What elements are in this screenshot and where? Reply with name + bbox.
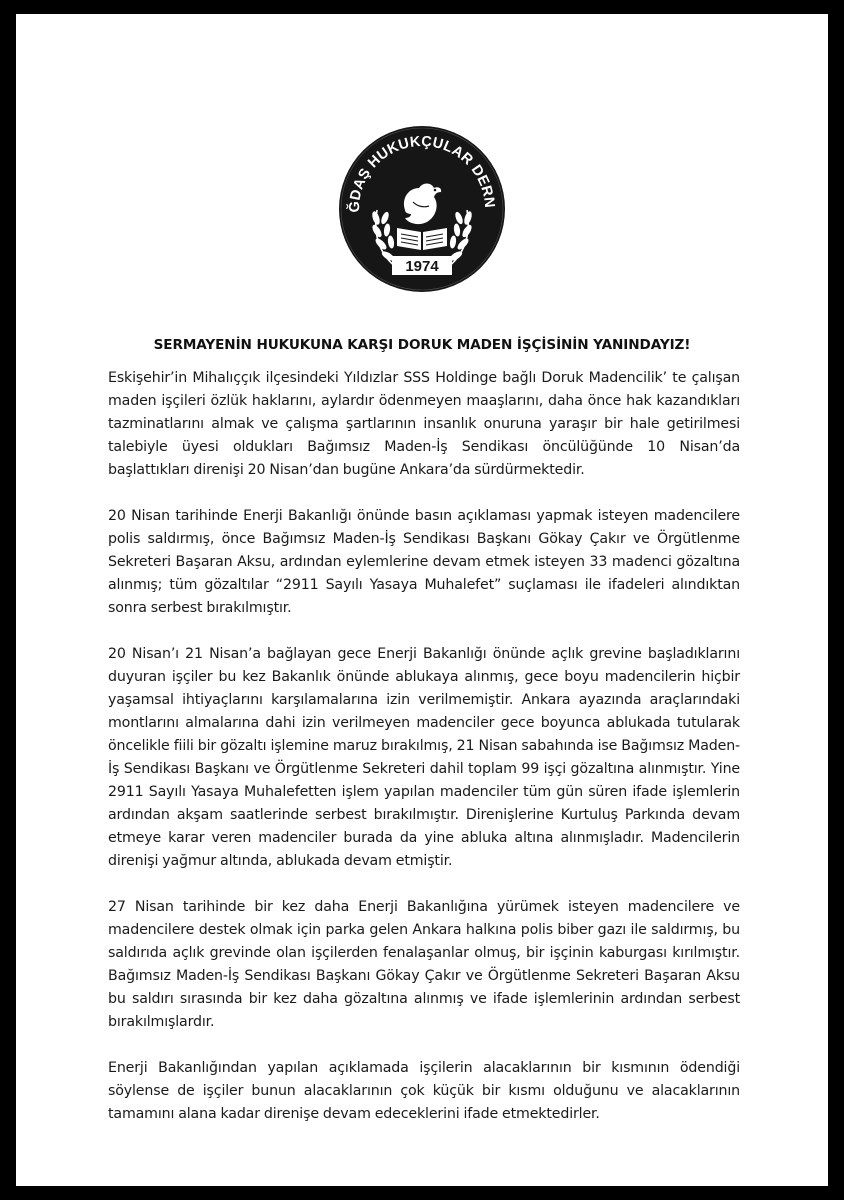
paragraph: 20 Nisan tarihinde Enerji Bakanlığı önünde basın açıklaması yapmak isteyen madencilere polis saldırmış, önce Bağımsız Maden-İş Sendikası Başkanı Gökay Çakır ve Örgütlenme Sekreteri Başaran Aksu, ardından eylemlerine devam etmek isteyen 33 madenci gözaltına alınmış; tüm gözaltılar “2911 Sayılı Yasaya Muhalefet” suçlaması ile ifadeleri alındıktan sonra serbest bırakılmıştır.	[108, 508, 740, 616]
paragraph: 27 Nisan tarihinde bir kez daha Enerji Bakanlığına yürümek isteyen madencilere ve madencilere destek olmak için parka gelen Ankara halkına polis biber gazı ile saldırmış, bu saldırıda açlık grevinde olan işçilerden fenalaşanlar olmuş, bir işçinin kaburgası kırılmıştır. Bağımsız Maden-İş Sendikası Başkanı Gökay Çakır ve Örgütlenme Sekreteri Başaran Aksu bu saldırı sırasında bir kez daha gözaltına alınmış ve ifade işlemlerinin ardından serbest bırakılmışlardır.	[108, 899, 740, 1030]
association-logo	[339, 126, 505, 292]
paragraph: Enerji Bakanlığından yapılan açıklamada işçilerin alacaklarının bir kısmının ödendiği söylense de işçiler bunun alacaklarının çok küçük bir kısmı olduğunu ve alacaklarının tamamını alana kadar direnişe devam edeceklerini ifade etmektedirler.	[108, 1060, 740, 1122]
founding-year: 1974	[405, 258, 439, 275]
document-title: SERMAYENİN HUKUKUNA KARŞI DORUK MADEN İŞÇİSİNİN YANINDAYIZ!	[153, 337, 691, 353]
paragraph: Eskişehir’in Mihalıççık ilçesindeki Yıldızlar SSS Holdinge bağlı Doruk Madencilik’ te çalışan maden işçileri özlük haklarını, aylardır ödenmeyen maaşlarını, daha önce hak kazandıkları tazminatlarını almak ve çalışma şartlarının insanlık onuruna yaraşır bir hale getirilmesi talebiyle üyesi oldukları Bağımsız Maden-İş Sendikası öncülüğünde 10 Nisan’da başlattıkları direnişi 20 Nisan’dan bugüne Ankara’da sürdürmektedir.	[108, 370, 740, 478]
document-page	[16, 14, 828, 1186]
document-body	[108, 367, 740, 1149]
paragraph: 20 Nisan’ı 21 Nisan’a bağlayan gece Enerji Bakanlığı önünde açlık grevine başladıklarını duyuran işçiler bu kez Bakanlık önünde ablukaya alınmış, gece boyu madencilerin hiçbir yaşamsal ihtiyaçlarını karşılamalarına izin verilmemiştir. Ankara ayazında araçlarındaki montlarını almalarına dahi izin verilmeyen madenciler gece boyunca ablukada tutularak öncelikle fiili bir gözaltı işlemine maruz bırakılmış, 21 Nisan sabahında ise Bağımsız Maden-İş Sendikası Başkanı ve Örgütlenme Sekreteri dahil toplam 99 işçi gözaltına alınmıştır. Yine 2911 Sayılı Yasaya Muhalefetten işlem yapılan madenciler tüm gün süren ifade işlemlerin ardından akşam saatlerinde serbest bırakılmıştır. Direnişlerine Kurtuluş Parkında devam etmeye karar veren madenciler burada da yine abluka altına alınmışladır. Madencilerin direnişi yağmur altında, ablukada devam etmiştir.	[108, 646, 740, 869]
emblem-name-text: ĞDAŞ HUKUKÇULAR DERN	[346, 133, 498, 213]
emblem-icon	[339, 126, 505, 292]
